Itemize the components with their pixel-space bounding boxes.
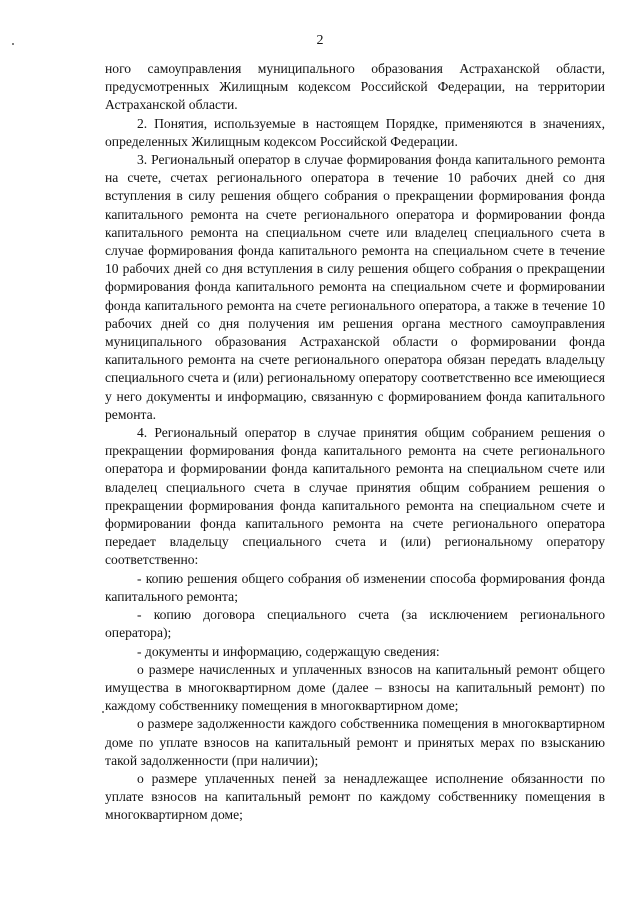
paragraph-2: 2. Понятия, используемые в настоящем Порядке, применяются в значениях, определенных Жилищным кодексом Российской Федерации.: [105, 115, 605, 149]
list-item-account-contract: - копию договора специального счета (за исключением регионального оператора);: [105, 607, 605, 641]
sub-item-debt: о размере задолженности каждого собственника помещения в многоквартирном доме по уплате взносов на капитальный ремонт и принятых мерах по взысканию такой задолженности (при наличии);: [105, 716, 605, 768]
list-item-decision-copy: - копию решения общего собрания об изменении способа формирования фонда капитального ремонта;: [105, 570, 605, 604]
list-item-documents: - документы и информацию, содержащую сведения:: [137, 643, 440, 659]
paragraph-3: 3. Региональный оператор в случае формирования фонда капитального ремонта на счете, счетах регионального оператора в течение 10 рабочих дней со дня вступления в силу решения общего собрания о прекращении формирования фонда капитального ремонта на счете регионального оператора и формировании фонда капитального ремонта на специальном счете или владелец специального счета в случае формирования фонда капитального ремонта на специальном счете в течение 10 рабочих дней со дня вступления в силу решения общего собрания о прекращении формирования фонда капитального ремонта на специальном счете и формировании фонда капитального ремонта на счете регионального оператора, а также в течение 10 рабочих дней со дня получения им решения органа местного самоуправления муниципального образования Астраханской области о формировании фонда капитального ремонта на счете регионального оператора обязан передать владельцу специального счета и (или) региональному оператору соответственно все имеющиеся у него документы и информацию, связанную с формированием фонда капитального ремонта.: [105, 152, 605, 422]
page-number: 2: [316, 33, 324, 48]
document-body: [105, 60, 605, 825]
sub-item-contributions: о размере начисленных и уплаченных взносов на капитальный ремонт общего имущества в многоквартирном доме (далее – взносы на капитальный ремонт) по каждому собственнику помещения в многоквартирном доме;: [105, 661, 605, 714]
scan-speck: [12, 43, 14, 45]
paragraph-continuation: ного самоуправления муниципального образования Астраханской области, предусмотренных Жилищным кодексом Российской Федерации, на территории Астраханской области.: [105, 61, 605, 113]
scan-speck: [102, 711, 104, 713]
sub-item-penalties: о размере уплаченных пеней за ненадлежащее исполнение обязанности по уплате взносов на капитальный ремонт по каждому собственнику помещения в многоквартирном доме;: [105, 770, 605, 823]
paragraph-4: 4. Региональный оператор в случае принятия общим собранием решения о прекращении формирования фонда капитального ремонта на счете регионального оператора и формировании фонда капитального ремонта на специальном счете или владелец специального счета в случае принятия общим собранием решения о прекращении формирования фонда капитального ремонта на специальном счете и формировании фонда капитального ремонта на счете регионального оператора передает владельцу специального счета и (или) региональному оператору соответственно:: [105, 425, 605, 568]
